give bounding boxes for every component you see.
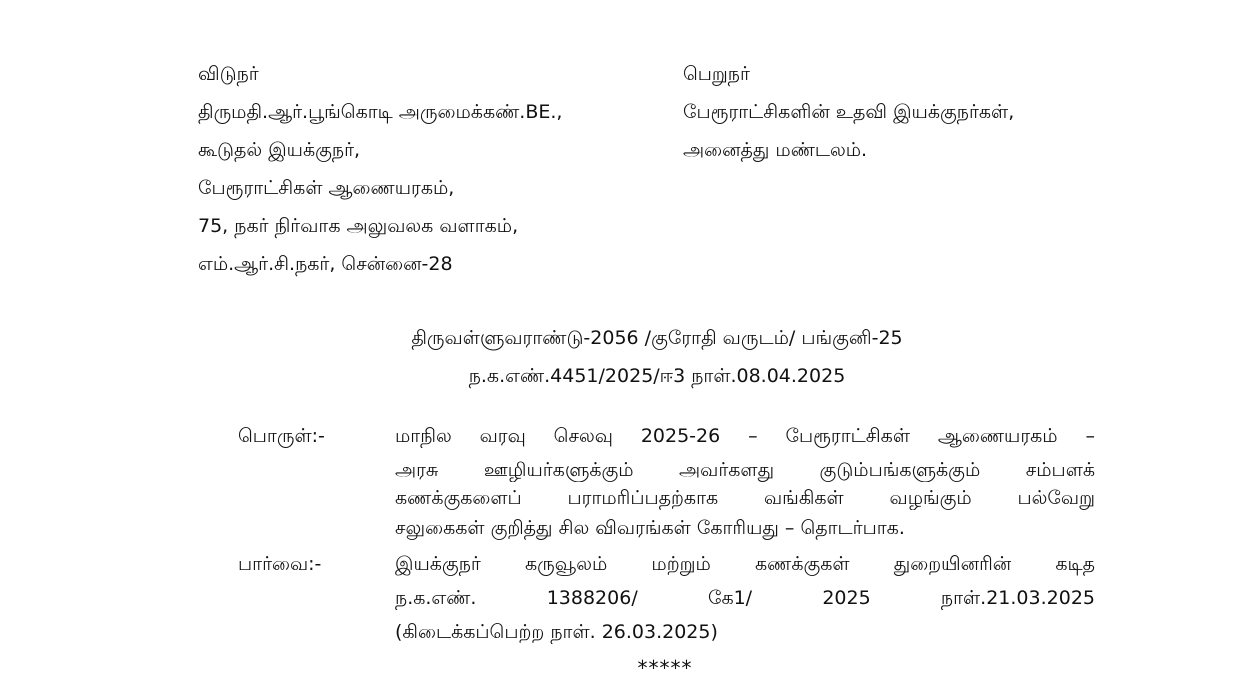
receiver-heading: பெறுநர் — [683, 63, 750, 85]
subject-line: மாநில வரவு செலவு 2025-26 – பேரூராட்சிகள் ஆணையரகம் – — [395, 425, 1095, 447]
subject-line: கணக்குகளைப் பராமரிப்பதற்காக வங்கிகள் வழங்கும் பல்வேறு — [395, 487, 1095, 509]
sender-address-line: 75, நகர் நிர்வாக அலுவலக வளாகம், — [198, 215, 519, 237]
section-separator: ***** — [637, 656, 693, 680]
receiver-designation: பேரூராட்சிகளின் உதவி இயக்குநர்கள், — [683, 101, 1015, 123]
sender-heading: விடுநர் — [198, 63, 259, 85]
reference-line: இயக்குநர் கருவூலம் மற்றும் கணக்குகள் துறையினரின் கடித — [395, 553, 1095, 575]
reference-received-date: (கிடைக்கப்பெற்ற நாள். 26.03.2025) — [395, 621, 718, 643]
sender-name: திருமதி.ஆர்.பூங்கொடி அருமைக்கண்.BE., — [198, 101, 563, 123]
tamil-date-line: திருவள்ளுவராண்டு-2056 /குரோதி வருடம்/ பங்குனி-25 — [411, 327, 903, 349]
receiver-region: அனைத்து மண்டலம். — [683, 139, 868, 161]
subject-line: அரசு ஊழியர்களுக்கும் அவர்களது குடும்பங்களுக்கும் சம்பளக் — [395, 459, 1095, 481]
subject-label: பொருள்:- — [238, 425, 325, 447]
reference-number-line: ந.க.எண்.4451/2025/ஈ3 நாள்.08.04.2025 — [468, 365, 846, 387]
reference-line: ந.க.எண். 1388206/ கே1/ 2025 நாள்.21.03.2025 — [395, 587, 1095, 609]
subject-line: சலுகைகள் குறித்து சில விவரங்கள் கோரியது – தொடர்பாக. — [395, 517, 905, 539]
sender-office: பேரூராட்சிகள் ஆணையரகம், — [198, 177, 455, 199]
sender-city-line: எம்.ஆர்.சி.நகர், சென்னை-28 — [198, 253, 453, 275]
sender-designation: கூடுதல் இயக்குநர், — [198, 139, 361, 161]
reference-label: பார்வை:- — [238, 553, 322, 575]
